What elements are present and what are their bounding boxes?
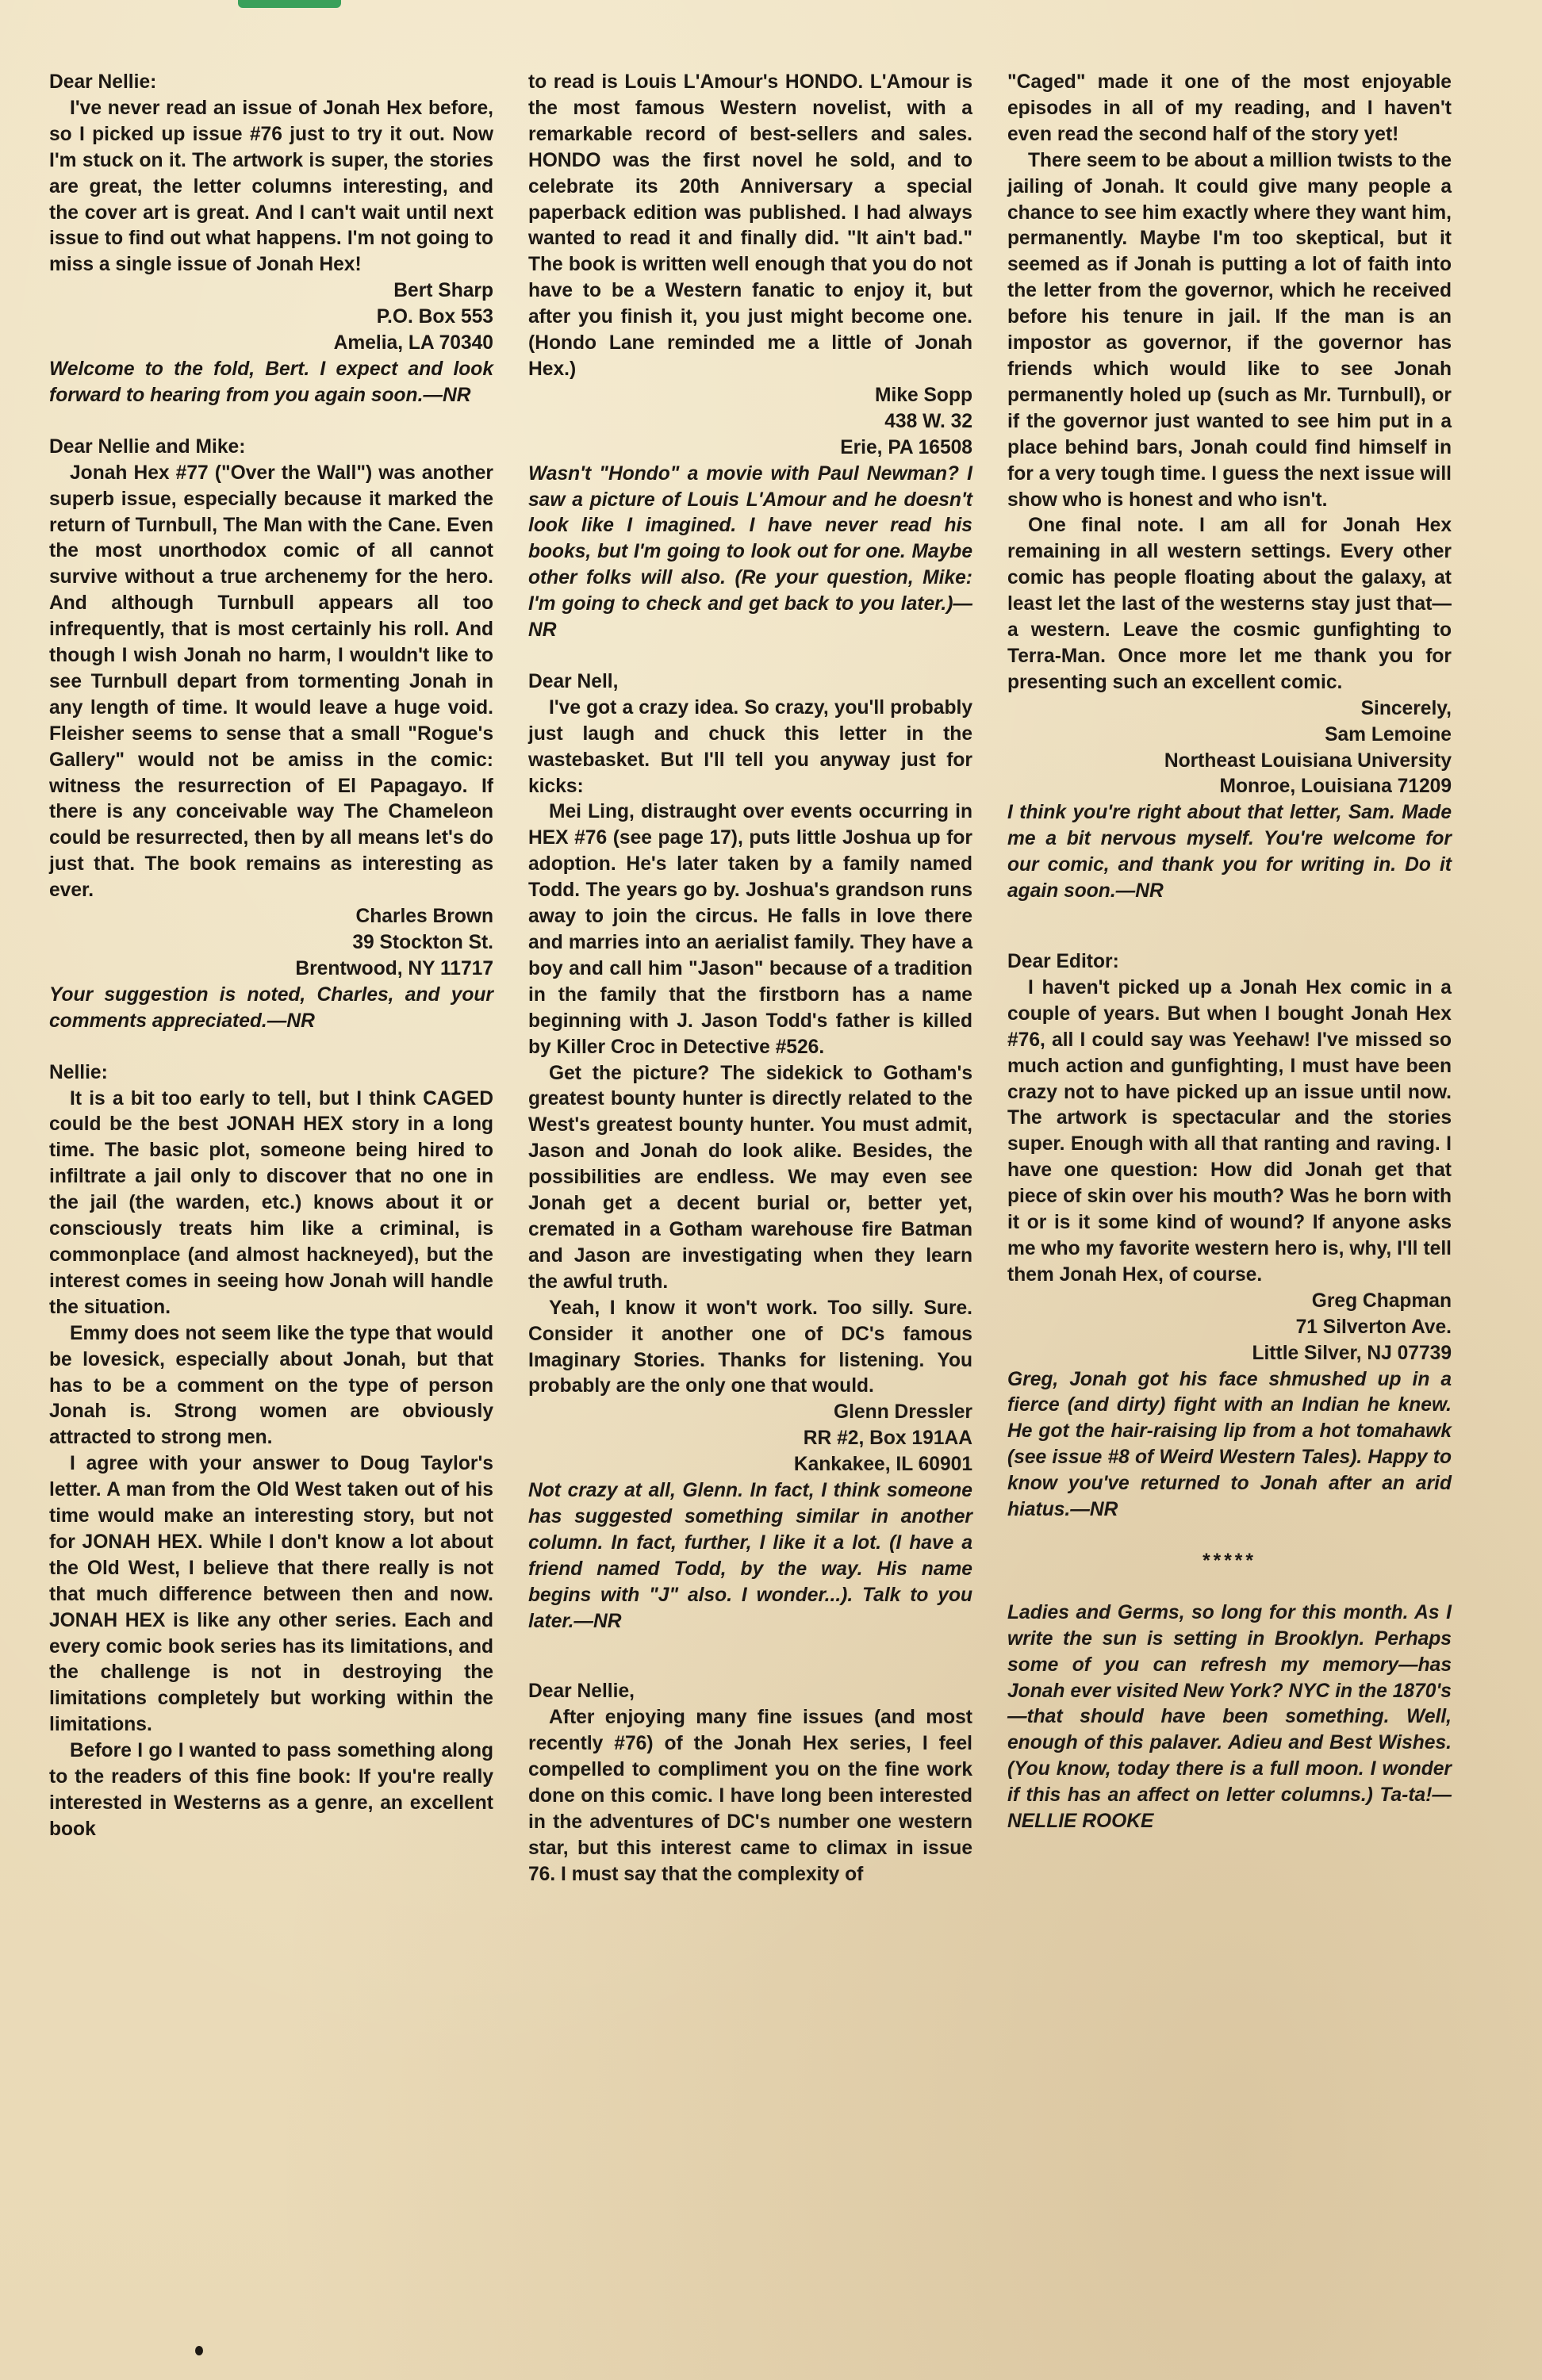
- letter-salutation: Dear Nellie and Mike:: [49, 435, 246, 458]
- letter-paragraph: Yeah, I know it won't work. Too silly. Sure. Consider it another one of DC's famous Imaginary Stories. Thanks for listening. You probably are the only one that would.: [528, 1297, 972, 1397]
- closing-note: Ladies and Germs, so long for this month. As I write the sun is setting in Brooklyn. Perhaps some of you can refresh my memory—has Jonah ever visited New York? NYC in the 1870's—that should have been something. Well, enough of this palaver. Adieu and Best Wishes. (You know, today there is a full moon. I wonder if this has an affect on letter columns.) Ta-ta!—NELLIE ROOKE: [1007, 1601, 1452, 1833]
- letter-paragraph: Mei Ling, distraught over events occurring in HEX #76 (see page 17), puts little Joshua up for adoption. He's later taken by a family named Todd. The years go by. Joshua's grandson runs away to join the circus. He falls in love there and marries into an aerialist family. They have a boy and call him "Jason" because of a tradition in the family that the firstborn has a name beginning with J. Jason Todd's father is killed by Killer Croc in Detective #526.: [528, 801, 972, 1058]
- signature-line: 39 Stockton St.: [352, 932, 493, 953]
- letter-paragraph: I haven't picked up a Jonah Hex comic in a couple of years. But when I bought Jonah Hex #76, all I could say was Yeehaw! I've missed so much action and gunfighting, I must have been crazy not to have picked up an issue until now. The artwork is spectacular and the stories super. Enough with all that ranting and raving. I have one question: How did Jonah get that piece of skin over his mouth? Was he born with it or is it some kind of wound? If anyone asks me who my favorite western hero is, why, I'll tell them Jonah Hex, of course.: [1007, 976, 1452, 1286]
- column-1: [49, 70, 493, 1843]
- spacer: [528, 1635, 972, 1679]
- letter-paragraph: There seem to be about a million twists to the jailing of Jonah. It could give many people a chance to see him exactly where they want him, permanently. Maybe I'm too skeptical, but it seemed as if Jonah is putting a lot of faith into the letter from the governor, which he received before his tenure in jail. If the man is an impostor as governor, if the governor has friends which would like to see Jonah permanently holed up (such as Mr. Turnbull), or if the governor just wanted to see him put in a place behind bars, Jonah could find himself in for a very tough time. I guess the next issue will show who is honest and who isn't.: [1007, 149, 1452, 511]
- top-color-strip: [238, 0, 341, 8]
- spacer: [1007, 1523, 1452, 1549]
- signature-line: 71 Silverton Ave.: [1295, 1316, 1452, 1338]
- letter-salutation: Dear Nellie:: [49, 71, 157, 93]
- signature-line: Sam Lemoine: [1325, 723, 1452, 745]
- signature-line: Little Silver, NJ 07739: [1252, 1342, 1452, 1364]
- editor-reply: Wasn't "Hondo" a movie with Paul Newman? I saw a picture of Louis L'Amour and he doesn't look like I imagined. I have never read his books, but I'm going to look out for one. Maybe other folks will also. (Re your question, Mike: I'm going to check and get back to you later.)—NR: [528, 462, 972, 642]
- letter-paragraph: to read is Louis L'Amour's HONDO. L'Amour is the most famous Western novelist, with a remarkable record of best-sellers and sales. HONDO was the first novel he sold, and to celebrate its 20th Anniversary a special paperback edition was published. I had always wanted to read it and finally did. "It ain't bad." The book is written well enough that you do not have to be a Western fanatic to enjoy it, but after you finish it, you just might become one. (Hondo Lane reminded me a little of Jonah Hex.): [528, 71, 972, 380]
- letter-paragraph: Get the picture? The sidekick to Gotham's greatest bounty hunter is directly related to the West's greatest bounty hunter. You must admit, Jason and Jonah do look alike. Besides, the possibilities are endless. We may even see Jonah get a decent burial or, better yet, cremated in a Gotham warehouse fire Batman and Jason are investigating when they learn the awful truth.: [528, 1062, 972, 1293]
- letter-salutation: Dear Editor:: [1007, 951, 1119, 972]
- spacer: [49, 409, 493, 435]
- letter-paragraph: I've never read an issue of Jonah Hex before, so I picked up issue #76 just to try it out. Now I'm stuck on it. The artwork is super, the stories are great, the letter columns interesting, and the cover art is great. And I can't wait until next issue to find out what happens. I'm not going to miss a single issue of Jonah Hex!: [49, 97, 493, 276]
- signature-line: 438 W. 32: [884, 410, 972, 432]
- letter-paragraph: I agree with your answer to Doug Taylor's letter. A man from the Old West taken out of his time would make an interesting story, but not for JONAH HEX. While I don't know a lot about the Old West, I believe that there really is not that much difference between then and now. JONAH HEX is like any other series. Each and every comic book series has its limitations, and the challenge is not in destroying the limitations completely but working within the limitations.: [49, 1453, 493, 1736]
- editor-reply: Your suggestion is noted, Charles, and your comments appreciated.—NR: [49, 983, 493, 1032]
- column-2: [528, 70, 972, 1888]
- signature-line: Amelia, LA 70340: [333, 332, 493, 355]
- signature-line: Erie, PA 16508: [840, 436, 972, 458]
- editor-reply: Greg, Jonah got his face shmushed up in a fierce (and dirty) fight with an Indian he knew. He got the hair-raising lip from a hot tomahawk (see issue #8 of Weird Western Tales). Happy to know you've returned to Jonah after an arid hiatus.—NR: [1007, 1368, 1452, 1521]
- signature-line: Bert Sharp: [393, 280, 493, 302]
- signature-line: Northeast Louisiana University: [1164, 749, 1452, 772]
- editor-reply: Welcome to the fold, Bert. I expect and look forward to hearing from you again soon.—NR: [49, 358, 493, 406]
- editor-reply: I think you're right about that letter, Sam. Made me a bit nervous myself. You're welcome for our comic, and thank you for writing in. Do it again soon.—NR: [1007, 802, 1452, 903]
- signature-line: Glenn Dressler: [834, 1401, 972, 1424]
- signature-line: P.O. Box 553: [376, 306, 493, 328]
- letter-paragraph: After enjoying many fine issues (and most recently #76) of the Jonah Hex series, I feel compelled to compliment you on the fine work done on this comic. I have long been interested in the adventures of DC's number one western star, but this interest came to climax in issue 76. I must say that the complexity of: [528, 1707, 972, 1885]
- signature-line: Monroe, Louisiana 71209: [1219, 776, 1452, 798]
- signature-line: RR #2, Box 191AA: [803, 1428, 972, 1450]
- signature-line: Kankakee, IL 60901: [793, 1454, 972, 1476]
- ink-speck: [195, 2346, 203, 2355]
- spacer: [1007, 905, 1452, 949]
- spacer: [1007, 1575, 1452, 1600]
- letter-paragraph: Before I go I wanted to pass something along to the readers of this fine book: If you're really interested in Westerns as a genre, an excellent book: [49, 1740, 493, 1840]
- letter-salutation: Dear Nellie,: [528, 1681, 635, 1703]
- letter-salutation: Dear Nell,: [528, 670, 619, 692]
- signature-line: Greg Chapman: [1311, 1290, 1452, 1312]
- letter-paragraph: I've got a crazy idea. So crazy, you'll probably just laugh and chuck this letter in the wastebasket. But I'll tell you anyway just for kicks:: [528, 696, 972, 797]
- signature-line: Brentwood, NY 11717: [295, 957, 493, 979]
- spacer: [49, 1035, 493, 1060]
- section-divider-stars: *****: [1203, 1550, 1256, 1572]
- letter-paragraph: Emmy does not seem like the type that would be lovesick, especially about Jonah, but that has to be a comment on the type of person Jonah is. Strong women are obviously attracted to strong men.: [49, 1322, 493, 1449]
- signature-line: Mike Sopp: [875, 384, 972, 406]
- letter-salutation: Nellie:: [49, 1061, 108, 1083]
- letter-paragraph: "Caged" made it one of the most enjoyable episodes in all of my reading, and I haven't even read the second half of the story yet!: [1007, 71, 1452, 145]
- letter-paragraph: Jonah Hex #77 ("Over the Wall") was another superb issue, especially because it marked the return of Turnbull, The Man with the Cane. Even the most unorthodox comic of all cannot survive without a true archenemy for the hero. And although Turnbull appears all too infrequently, that is most certainly his roll. And though I wish Jonah no harm, I wouldn't like to see Turnbull depart from tormenting Jonah in any length of time. It would leave a huge void. Fleisher seems to sense that a small "Rogue's Gallery" would not be amiss in the comic: witness the resurrection of El Papagayo. If there is any conceivable way The Chameleon could be resurrected, then by all means let's do just that. The book remains as interesting as ever.: [49, 462, 493, 902]
- column-3: [1007, 70, 1452, 1835]
- spacer: [528, 644, 972, 669]
- editor-reply: Not crazy at all, Glenn. In fact, I think someone has suggested something similar in another column. In fact, further, I like it a lot. (I have a friend named Todd, by the way. His name begins with "J" also. I wonder...). Talk to you later.—NR: [528, 1480, 972, 1632]
- letter-paragraph: One final note. I am all for Jonah Hex remaining in all western settings. Every other comic has people floating about the galaxy, at least let the last of the westerns stay just that—a western. Leave the cosmic gunfighting to Terra-Man. Once more let me thank you for presenting such an excellent comic.: [1007, 515, 1452, 693]
- signature-line: Charles Brown: [355, 906, 493, 928]
- signature-line: Sincerely,: [1360, 697, 1452, 719]
- letter-paragraph: It is a bit too early to tell, but I think CAGED could be the best JONAH HEX story in a long time. The basic plot, someone being hired to infiltrate a jail only to discover that no one in the jail (the warden, etc.) knows about it or consciously treats him like a criminal, is commonplace (and almost hackneyed), but the interest comes in seeing how Jonah will handle the situation.: [49, 1087, 493, 1318]
